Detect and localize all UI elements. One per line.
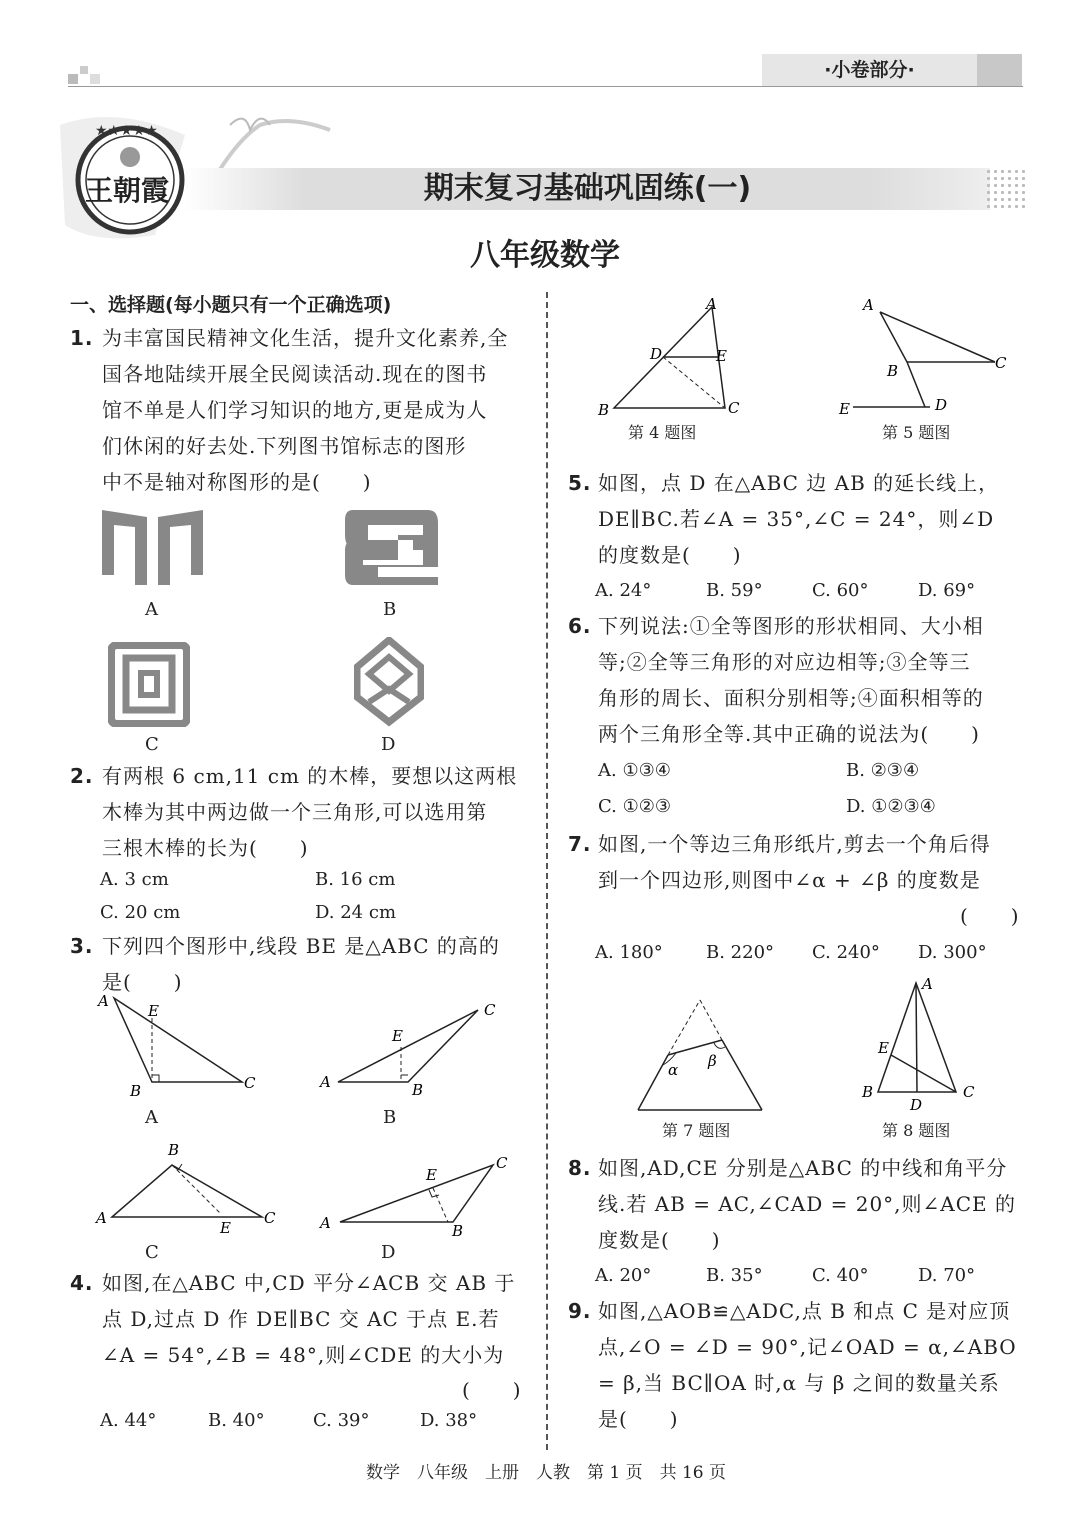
svg-text:α: α [668, 1061, 679, 1079]
figure-8 [858, 975, 988, 1110]
q2-option-d: D. 24 cm [315, 902, 397, 923]
svg-text:E: E [392, 1027, 403, 1045]
q5-option-d: D. 69° [918, 580, 976, 601]
q8-option-d: D. 70° [918, 1265, 976, 1286]
q1-label-a: A [145, 599, 158, 620]
q1-label-d: D [381, 734, 396, 755]
q7-paren: ( ) [960, 904, 1020, 928]
q1-label-b: B [383, 599, 397, 620]
svg-text:B: B [412, 1081, 424, 1099]
q2-option-a: A. 3 cm [100, 869, 169, 890]
question-1: 1. 为丰富国民精神文化生活，提升文化素养,全 国各地陆续开展全民阅读活动.现在的图书 馆不单是人们学习知识的地方,更是成为人 们休闲的好去处.下列图书馆标志的图形 中不是轴对称图形的是( ) [70, 326, 509, 494]
svg-text:C: C [728, 399, 740, 417]
svg-text:B: B [168, 1141, 180, 1159]
q8-option-b: B. 35° [706, 1265, 763, 1286]
svg-text:B: B [862, 1083, 874, 1101]
q6-option-b: B. ②③④ [846, 760, 920, 781]
q6-option-c: C. ①②③ [598, 796, 671, 817]
svg-text:D: D [935, 396, 948, 414]
svg-text:B: B [887, 362, 899, 380]
library-logo-a [100, 505, 205, 590]
svg-text:D: D [650, 345, 663, 363]
svg-text:B: B [598, 401, 610, 419]
fig4-caption: 第 4 题图 [628, 423, 697, 442]
column-divider [546, 292, 548, 1450]
q3-label-d: D [381, 1242, 396, 1263]
q2-option-b: B. 16 cm [315, 869, 396, 890]
question-5: 5. 如图，点 D 在△ABC 边 AB 的延长线上， DE∥BC.若∠A = 35°,∠C = 24°，则∠D 的度数是( ) [568, 471, 1000, 567]
svg-text:A: A [320, 1073, 331, 1091]
svg-text:E: E [716, 347, 727, 365]
q1-label-c: C [145, 734, 159, 755]
section-heading: 一、选择题(每小题只有一个正确选项) [70, 294, 392, 316]
question-6: 6. 下列说法:①全等图形的形状相同、大小相 等;②全等三角形的对应边相等;③全等三 角形的周长、面积分别相等;④面积相等的 两个三角形全等.其中正确的说法为( ) [568, 614, 984, 746]
q6-option-d: D. ①②③④ [846, 796, 936, 817]
svg-text:A: A [922, 975, 933, 993]
question-4: 4. 如图,在△ABC 中,CD 平分∠ACB 交 AB 于 点 D,过点 D 作 DE∥BC 交 AC 于点 E.若 ∠A = 54°,∠B = 48°,则∠CDE 的大小为 [70, 1271, 516, 1367]
svg-text:A: A [320, 1214, 331, 1232]
figure-7 [630, 995, 770, 1117]
svg-text:D: D [910, 1096, 923, 1110]
header-squares [68, 62, 104, 92]
question-8: 8. 如图,AD,CE 分别是△ABC 的中线和角平分 线.若 AB = AC,∠CAD = 20°,则∠ACE 的 度数是( ) [568, 1156, 1016, 1252]
q4-option-a: A. 44° [100, 1410, 157, 1431]
page-footer: 数学 八年级 上册 人教 第 1 页 共 16 页 [365, 1463, 727, 1483]
q5-option-a: A. 24° [595, 580, 652, 601]
q7-option-c: C. 240° [812, 942, 880, 963]
q3-figure-a [92, 990, 262, 1100]
q3-figure-c [92, 1135, 282, 1240]
svg-text:A: A [863, 296, 874, 314]
svg-text:E: E [878, 1039, 889, 1057]
q8-option-a: A. 20° [595, 1265, 652, 1286]
q3-figure-b [318, 995, 503, 1100]
q5-option-c: C. 60° [812, 580, 869, 601]
library-logo-d [354, 637, 424, 727]
svg-text:E: E [220, 1219, 231, 1237]
figure-4 [590, 295, 750, 420]
svg-text:A: A [98, 992, 109, 1010]
svg-text:C: C [264, 1209, 276, 1227]
q7-option-b: B. 220° [706, 942, 775, 963]
q2-option-c: C. 20 cm [100, 902, 181, 923]
q4-paren: ( ) [462, 1378, 522, 1402]
svg-text:C: C [496, 1154, 508, 1172]
svg-text:C: C [995, 354, 1007, 372]
q3-figure-d [318, 1150, 518, 1240]
fig5-caption: 第 5 题图 [882, 423, 951, 442]
svg-text:C: C [963, 1083, 975, 1101]
svg-text:B: B [130, 1082, 142, 1100]
question-9: 9. 如图,△AOB≌△ADC,点 B 和点 C 是对应顶 点,∠O = ∠D = 90°,记∠OAD = α,∠ABO = β,当 BC∥OA 时,α 与 β 之间的数量关系 是( ) [568, 1299, 1017, 1431]
q3-label-c: C [145, 1242, 159, 1263]
q4-option-b: B. 40° [208, 1410, 265, 1431]
svg-text:E: E [426, 1166, 437, 1184]
svg-text:★★★★★: ★★★★★ [95, 123, 158, 139]
q4-option-d: D. 38° [420, 1410, 478, 1431]
svg-text:B: B [452, 1222, 464, 1240]
svg-text:β: β [708, 1052, 717, 1070]
q7-option-d: D. 300° [918, 942, 987, 963]
fig8-caption: 第 8 题图 [882, 1121, 951, 1140]
fig7-caption: 第 7 题图 [662, 1121, 731, 1140]
q5-option-b: B. 59° [706, 580, 763, 601]
svg-text:C: C [484, 1001, 496, 1019]
logo-text: 王朝霞 [85, 174, 170, 207]
header-rule [68, 86, 1023, 87]
page-subtitle: 八年级数学 [470, 238, 620, 273]
q6-option-a: A. ①③④ [598, 760, 671, 781]
question-7: 7. 如图,一个等边三角形纸片,剪去一个角后得 到一个四边形,则图中∠α + ∠β 的度数是 [568, 832, 991, 892]
q8-option-c: C. 40° [812, 1265, 869, 1286]
question-3: 3. 下列四个图形中,线段 BE 是△ABC 的高的 是( ) [70, 934, 500, 994]
q7-option-a: A. 180° [595, 942, 663, 963]
library-logo-c [108, 642, 190, 727]
svg-text:A: A [96, 1209, 107, 1227]
logo [55, 105, 195, 245]
figure-5 [835, 292, 1015, 417]
q3-label-b: B [383, 1107, 397, 1128]
question-2: 2. 有两根 6 cm,11 cm 的木棒，要想以这两根 木棒为其中两边做一个三角形,可以选用第 三根木棒的长为( ) [70, 764, 518, 860]
svg-text:E: E [839, 400, 850, 417]
section-tag: ·小卷部分· [762, 54, 977, 86]
svg-text:C: C [244, 1074, 256, 1092]
q3-label-a: A [145, 1107, 158, 1128]
q4-option-c: C. 39° [313, 1410, 370, 1431]
svg-text:A: A [706, 295, 717, 313]
svg-text:E: E [148, 1002, 159, 1020]
library-logo-b [343, 505, 440, 587]
page-title: 期末复习基础巩固练(一) [423, 171, 752, 206]
